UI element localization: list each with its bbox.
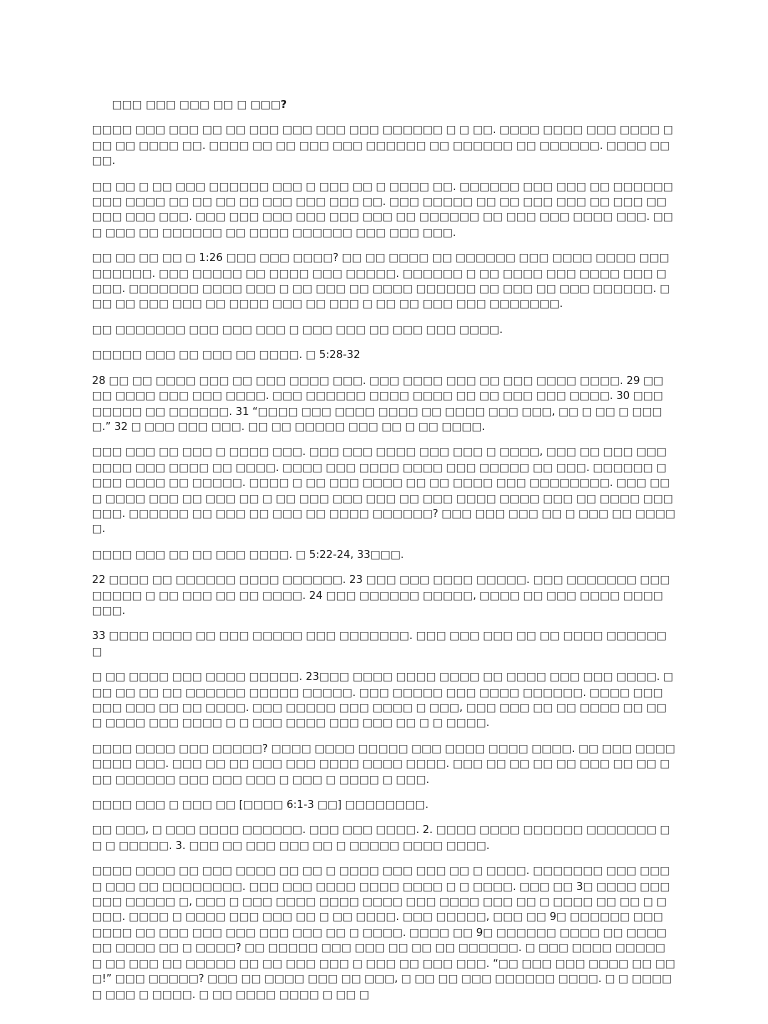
paragraph-14-list: □□ □□□, □ □□□ □□□□ □□□□□□. □□□ □□□ □□□□. 2. □□□□ □□□□ □□□□□□ □□□□□□□ □□ □ □□□□□. 3. □□□ □□ □□□ □□□ □□ □ □□□□□ □□□□ □□□□. xyxy=(92,824,670,852)
paragraph-8-scripture-ref: □□□□ □□□ □□ □□ □□□ □□□□. □ 5:22-24, 33□□□. xyxy=(92,548,404,561)
paragraph-6-verses: 28 □□ □□ □□□□ □□□ □□ □□□ □□□□ □□□. □□□ □□□□ □□□ □□ □□□ □□□□ □□□□. 29 □□ □□ □□□□ □□□ □□□ □□□□. □□□ □□□□□□ □□□□ □□□□ □□ □□ □□□ □□□ □□□□. 30 □□□ □□□□□ □□ □□□□□□. 31 “□□□□ □□□ □□□□ □□□□ □□ □□□□ □□□ □□□, □□ □ □□ □ □□□□.” 32 □ □□□ □□□ □□□. □□ □□ □□□□□ □□□ □□ □ □□ □□□□. xyxy=(92,374,664,433)
paragraph-1: □□□□ □□□ □□□ □□ □□ □□□ □□□ □□□ □□□ □□□□□□ □ □ □□. □□□□ □□□□ □□□ □□□□ □□□ □□ □□□□ □□. □□□□ □□ □□ □□□ □□□ □□□□□□ □□ □□□□□□ □□ □□□□□□. □□□□ □□□□. xyxy=(92,124,674,168)
paragraph-4: □□ □□□□□□□ □□□ □□□ □□□ □ □□□ □□□ □□ □□□ □□□ □□□□. xyxy=(92,323,503,336)
paragraph-11: □ □□ □□□□ □□□ □□□□ □□□□□. 23□□□ □□□□ □□□□ □□□□ □□ □□□□ □□□ □□□ □□□□. □□□ □□ □□ □□ □□□□□□ □□□□□ □□□□□. □□□ □□□□□ □□□ □□□□ □□□□□□. □□□□ □□□ □□□ □□□ □□ □□ □□□□. □□□ □□□□□ □□□ □□□□ □ □□□, □□□ □□□ □□ □□ □□□□ □□ □□□ □□□□ □□□ □□□□ □ □ □□□ □□□□ □□□ □□□ □□ □ □ □□□□. xyxy=(92,671,674,730)
paragraph-2: □□ □□ □ □□ □□□ □□□□□□ □□□ □ □□□ □□ □ □□□□ □□. □□□□□□ □□□ □□□ □□ □□□□□□ □□□ □□□□ □□ □□ □□ □□ □□□ □□□ □□□ □□. □□□ □□□□□ □□ □□ □□□ □□□ □□ □□□ □□ □□□ □□□ □□□. □□□ □□□ □□□ □□□ □□□ □□□ □□ □□□□□□ □□ □□□ □□□ □□□□ □□□. □□□ □□□ □□ □□□□□□ □□ □□□□ □□□□□□ □□□ □□□ □□□. xyxy=(92,180,674,239)
paragraph-7: □□□ □□□ □□ □□□ □ □□□□ □□□. □□□ □□□ □□□□ □□□ □□□ □ □□□□, □□□ □□ □□□ □□□ □□□□ □□□ □□□□ □□ □□□□. □□□□ □□□ □□□□ □□□□ □□□ □□□□□ □□ □□□. □□□□□□ □□□□ □□□□ □□ □□□□□. □□□□ □ □□ □□□ □□□□ □□ □□ □□□□ □□□ □□□□□□□□. □□□ □□□ □□□□ □□□ □□ □□□ □□ □ □□ □□□ □□□ □□□ □□ □□□ □□□□ □□□□ □□□ □□ □□□□ □□□ □□□. □□□□□□ □□ □□□ □□ □□□ □□ □□□□ □□□□□□? □□□ □□□ □□□ □□ □ □□□ □□ □□□□□. xyxy=(92,446,676,536)
paragraph-12: □□□□ □□□□ □□□ □□□□□? □□□□ □□□□ □□□□□ □□□ □□□□ □□□□ □□□□. □□ □□□ □□□□ □□□□ □□□. □□□ □□ □□ □□□ □□□ □□□□ □□□□ □□□□. □□□ □□ □□ □□ □□ □□□ □□ □□ □□□ □□□□□□ □□□ □□□ □□□ □ □□□ □ □□□□ □ □□□. xyxy=(92,742,676,786)
paragraph-10-verse: 33 □□□□ □□□□ □□ □□□ □□□□□ □□□ □□□□□□□. □□□ □□□ □□□ □□ □□ □□□□ □□□□□□□ xyxy=(92,630,667,658)
document-page xyxy=(92,98,676,1013)
paragraph-15: □□□□ □□□□ □□ □□□ □□□□ □□ □□ □ □□□□ □□□ □□□ □□ □ □□□□. □□□□□□□ □□□ □□□□ □□□ □□ □□□□□□□□. □□□ □□□ □□□□ □□□□ □□□□ □ □ □□□□. □□□ □□ 3□ □□□□ □□□□□□ □□□□□ □, □□□ □ □□□ □□□□ □□□□ □□□□ □□□ □□□□ □□□ □□ □ □□□□ □□ □□ □ □□□□. □□□□ □ □□□□ □□□ □□□ □□ □ □□ □□□□. □□□ □□□□□, □□□ □□ 9□ □□□□□□ □□□ □□□□ □□ □□□ □□□ □□□ □□□ □□□ □□ □ □□□□. □□□□ □□ 9□ □□□□□□ □□□□ □□ □□□□ □□ □□□□ □□ □ □□□□? □□ □□□□□ □□□ □□□ □□ □□ □□ □□□□□□. □ □□□ □□□□ □□□□□ □ □□ □□□ □□ □□□□□ □□ □□ □□□ □□□ □ □□□ □□ □□□ □□□. “□□ □□□ □□□ □□□□ □□ □□□!” □□□ □□□□□? □□□ □□ □□□□ □□□ □□ □□□, □ □□ □□ □□□ □□□□□□ □□□□. □ □ □□□□□ □□□ □ □□□□. □ □□ □□□□ □□□□ □ □□ □ xyxy=(92,865,676,1001)
paragraph-13-scripture-ref: □□□□ □□□ □ □□□ □□ [□□□□ 6:1-3 □□] □□□□□□□□. xyxy=(92,799,429,812)
paragraph-3: □□ □□ □□ □□ □ 1:26 □□□ □□□ □□□□? □□ □□ □□□□ □□ □□□□□□ □□□ □□□□ □□□□ □□□□□□□□□. □□□ □□□□□ □□ □□□□ □□□ □□□□□. □□□□□□ □ □□ □□□□ □□□ □□□□ □□□ □□□□. □□□□□□□ □□□□ □□□ □ □□ □□□ □□ □□□□ □□□□□□ □□ □□□ □□ □□□ □□□□□□. □□□ □□ □□□ □□□ □□ □□□□ □□□ □□ □□□ □ □□ □□ □□□ □□□ □□□□□□□. xyxy=(92,252,670,311)
paragraph-5-scripture-ref: □□□□□ □□□ □□ □□□ □□ □□□□. □ 5:28-32 xyxy=(92,349,361,362)
paragraph-9-verses: 22 □□□□ □□ □□□□□□ □□□□ □□□□□□. 23 □□□ □□□ □□□□ □□□□□. □□□ □□□□□□□ □□□ □□□□□ □ □□ □□□ □□ □□ □□□□. 24 □□□ □□□□□□ □□□□□, □□□□ □□ □□□ □□□□ □□□□ □□□. xyxy=(92,574,670,617)
document-title: □□□ □□□ □□□ □□ □ □□□? xyxy=(112,99,287,111)
